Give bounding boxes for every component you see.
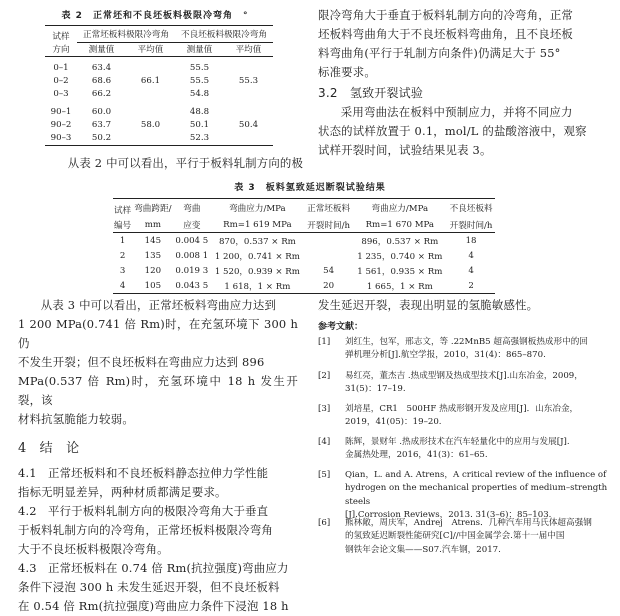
table-row: 90–2 63.7 58.0 50.1 50.4 [50, 120, 259, 130]
table-row: 4 105 0.043 5 1 618，1 × Rm 20 1 665，1 × Rm 2 [113, 278, 495, 294]
body-line: 于板料轧制方向的冷弯角，正常坯板料极限冷弯角 [18, 523, 273, 537]
table3-caption: 表 3 板料氢致延迟断裂试验结果 [234, 183, 386, 193]
body-line: 不发生开裂；但不良坯板料在弯曲应力达到 896 [18, 355, 265, 369]
references-title: 参考文献： [318, 322, 364, 332]
table-row: 1 145 0.004 5 870，0.537 × Rm 896，0.537 × Rm 18 [119, 235, 477, 247]
table-row: 0–3 66.2 54.8 [53, 89, 210, 99]
body-line: 标准要求。 [318, 65, 376, 79]
body-line: 采用弯曲法在板料中预制应力，并将不同应力 [340, 105, 573, 119]
table-row: 3 120 0.019 3 1 520，0.939 × Rm 54 1 561，0.935 × Rm 4 [119, 265, 474, 277]
t2-head-average-1: 平均值 [137, 45, 164, 55]
table3: 试样 弯曲跨距/ 弯曲 弯曲应力/MPa 正常坯板料 弯曲应力/MPa 不良坯板料 编号 mm 应变 Rm=1 619 MPa 开裂时间/h Rm=1 670 MPa 开裂时间/h 1 145 0.004 5 870，0.537 × Rm 896，0.537 × Rm 18 2 135 0.008 1 1 200，0.741 × Rm 1 235，0.740 × Rm 4 3 120 0.019 3 1 520，0.939 × Rm 54 1 561，0.935 × Rm 4 4 105 0.043 5 1 618，1 × Rm 20 1 665，1 × Rm 2 [113, 198, 495, 294]
table-row: 0–1 63.4 55.5 [53, 63, 210, 73]
table-row: 90–1 60.0 48.8 [50, 107, 210, 117]
body-line: 1 200 MPa(0.741 倍 Rm)时，在充氢环境下 300 h 仍 [18, 317, 298, 350]
t2-head-normal: 正常坯板料极限冷弯角 [77, 26, 175, 43]
t2-head-average-2: 平均值 [235, 45, 262, 55]
conclusion-4-2: 4.2 平行于板料轧制方向的极限冷弯角大于垂直 [18, 504, 269, 518]
body-line: 指标无明显差异，两种材质都满足要求。 [18, 485, 227, 499]
body-line: 限冷弯角大于垂直于板料轧制方向的冷弯角，正常 [318, 8, 573, 22]
body-line: 从表 3 中可以看出，正常坯板料弯曲应力达到 [40, 298, 277, 312]
body-line: 料弯曲角(平行于轧制方向条件)仍满足大于 55° [318, 46, 561, 60]
section-heading-3-2: 3.2 氢致开裂试验 [318, 86, 424, 100]
body-line: 试样开裂时间，试验结果见表 3。 [318, 143, 492, 157]
body-line: 发生延迟开裂，表现出明显的氢脆敏感性。 [318, 298, 539, 312]
body-line: 大于不良坯板料极限冷弯角。 [18, 542, 169, 556]
t2-head-bad: 不良坯板料极限冷弯角 [175, 26, 273, 43]
body-line: 在 0.54 倍 Rm(抗拉强度)弯曲应力条件下浸泡 18 h [18, 599, 289, 613]
table-row: 2 135 0.008 1 1 200，0.741 × Rm 1 235，0.740 × Rm 4 [119, 250, 474, 262]
body-line: MPa(0.537 倍 Rm)时，充氢环境中 18 h 发生开裂，该 [18, 374, 298, 407]
conclusion-4-3: 4.3 正常坯板料在 0.74 倍 Rm(抗拉强度)弯曲应力 [18, 561, 289, 575]
body-line: 状态的试样放置于 0.1，mol/L 的盐酸溶液中，观察 [318, 124, 587, 138]
section-heading-4: 4 结 论 [18, 441, 80, 456]
table2-caption: 表 2 正常坯和不良坯板料极限冷弯角 ° [61, 11, 249, 21]
t2-head-measured-1: 测量值 [88, 45, 115, 55]
table2 [45, 25, 273, 146]
body-paragraph: 从表 2 中可以看出，平行于板料轧制方向的极 [67, 156, 304, 170]
conclusion-4-1: 4.1 正常坯板料和不良坯板料静态拉伸力学性能 [18, 466, 269, 480]
t2-head-sample: 试样 [52, 31, 70, 42]
t2-head-measured-2: 测量值 [186, 45, 213, 55]
body-line: 坯板料弯曲角大于不良坯板料弯曲角，且不良坯板 [318, 27, 573, 41]
t2-head-direction: 方向 [52, 44, 70, 55]
body-line: 材料抗氢脆能力较弱。 [18, 412, 134, 426]
table-row: 0–2 68.6 66.1 55.5 55.3 [53, 76, 259, 86]
table-row: 90–3 50.2 52.3 [45, 132, 273, 146]
body-line: 条件下浸泡 300 h 未发生延迟开裂，但不良坯板料 [18, 580, 280, 594]
